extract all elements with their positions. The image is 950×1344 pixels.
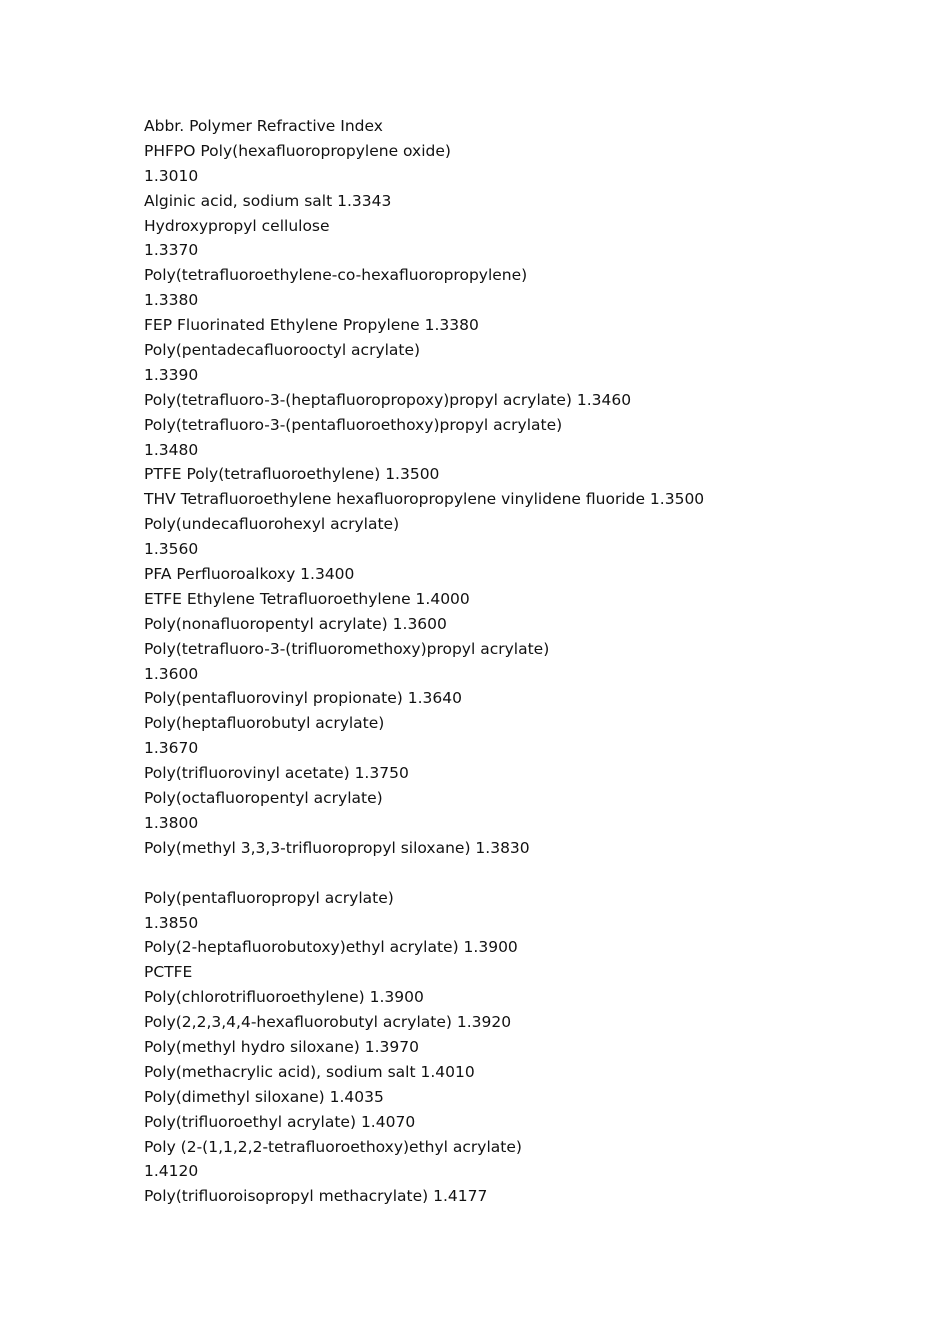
text-line: 1.3380 [144, 291, 199, 310]
text-line: 1.3480 [144, 440, 199, 459]
blank-line [144, 861, 904, 886]
text-line: Alginic acid, sodium salt 1.3343 [144, 191, 392, 210]
text-line: Poly(trifluoroethyl acrylate) 1.4070 [144, 1112, 416, 1131]
text-line: 1.3850 [144, 913, 199, 932]
text-line: Poly(nonafluoropentyl acrylate) 1.3600 [144, 614, 447, 633]
text-line: 1.3600 [144, 664, 199, 683]
text-line: Poly(octafluoropentyl acrylate) [144, 789, 383, 808]
text-line: Poly(pentadecafluorooctyl acrylate) [144, 341, 421, 360]
text-line: Poly (2-(1,1,2,2-tetrafluoroethoxy)ethyl acrylate) [144, 1137, 522, 1156]
text-line: Poly(trifluorovinyl acetate) 1.3750 [144, 764, 409, 783]
text-line: 1.3010 [144, 166, 199, 185]
text-line: Poly(2-heptafluorobutoxy)ethyl acrylate) 1.3900 [144, 938, 518, 957]
text-line: Poly(trifluoroisopropyl methacrylate) 1.4177 [144, 1187, 488, 1206]
text-line: ETFE Ethylene Tetrafluoroethylene 1.4000 [144, 589, 470, 608]
text-line: PCTFE [144, 963, 193, 982]
text-line: 1.3670 [144, 739, 199, 758]
text-line: 1.3390 [144, 365, 199, 384]
text-line: Poly(tetrafluoro-3-(pentafluoroethoxy)propyl acrylate) [144, 415, 563, 434]
text-line: FEP Fluorinated Ethylene Propylene 1.3380 [144, 316, 479, 335]
document-text [144, 114, 904, 1209]
text-line: Poly(tetrafluoro-3-(heptafluoropropoxy)propyl acrylate) 1.3460 [144, 390, 632, 409]
text-line: Poly(pentafluoropropyl acrylate) [144, 888, 394, 907]
text-line: Hydroxypropyl cellulose [144, 216, 330, 235]
text-line: 1.3560 [144, 540, 199, 559]
text-line: Poly(methacrylic acid), sodium salt 1.4010 [144, 1062, 475, 1081]
text-line: 1.3370 [144, 241, 199, 260]
text-line: Poly(undecafluorohexyl acrylate) [144, 515, 400, 534]
text-line: 1.3800 [144, 813, 199, 832]
text-line: Poly(dimethyl siloxane) 1.4035 [144, 1087, 384, 1106]
text-line: PFA Perfluoroalkoxy 1.3400 [144, 565, 355, 584]
text-line: THV Tetrafluoroethylene hexafluoropropylene vinylidene fluoride 1.3500 [144, 490, 705, 509]
text-line: 1.4120 [144, 1162, 199, 1181]
text-line: Poly(2,2,3,4,4-hexafluorobutyl acrylate) 1.3920 [144, 1013, 512, 1032]
text-line: Poly(pentafluorovinyl propionate) 1.3640 [144, 689, 462, 708]
header-line: Abbr. Polymer Refractive Index [144, 117, 383, 135]
text-line: PHFPO Poly(hexafluoropropylene oxide) [144, 141, 451, 160]
text-line: Poly(tetrafluoro-3-(trifluoromethoxy)propyl acrylate) [144, 639, 550, 658]
text-line: Poly(tetrafluoroethylene-co-hexafluoropropylene) [144, 266, 528, 285]
text-line: Poly(methyl 3,3,3-trifluoropropyl siloxane) 1.3830 [144, 838, 530, 857]
text-line: Poly(methyl hydro siloxane) 1.3970 [144, 1037, 419, 1056]
text-line: PTFE Poly(tetrafluoroethylene) 1.3500 [144, 465, 440, 484]
text-line: Poly(heptafluorobutyl acrylate) [144, 714, 385, 733]
text-line: Poly(chlorotrifluoroethylene) 1.3900 [144, 988, 424, 1007]
